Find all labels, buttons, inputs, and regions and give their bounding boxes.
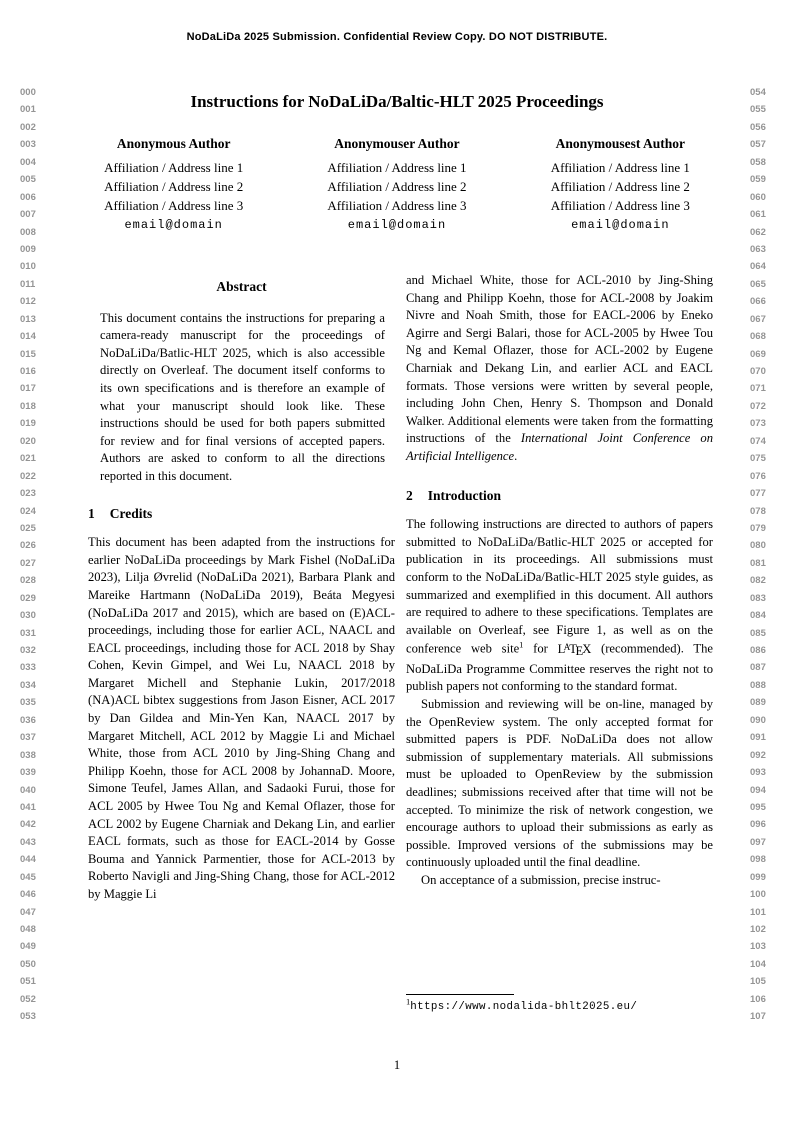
line-number: 042 bbox=[20, 819, 36, 831]
line-number: 002 bbox=[20, 121, 36, 133]
line-number: 090 bbox=[750, 714, 766, 726]
line-number: 061 bbox=[750, 209, 766, 221]
line-numbers-left bbox=[20, 84, 48, 1026]
line-number: 078 bbox=[750, 505, 766, 517]
line-number: 083 bbox=[750, 592, 766, 604]
line-number: 005 bbox=[20, 174, 36, 186]
author-affiliation-line: Affiliation / Address line 2 bbox=[550, 178, 690, 194]
line-number: 059 bbox=[750, 174, 766, 186]
line-number: 028 bbox=[20, 575, 36, 587]
line-number: 004 bbox=[20, 156, 36, 168]
line-number: 053 bbox=[20, 1011, 36, 1023]
line-number: 087 bbox=[750, 662, 766, 674]
line-number: 068 bbox=[750, 331, 766, 343]
author-2 bbox=[285, 136, 508, 232]
author-3 bbox=[509, 136, 732, 232]
line-number: 016 bbox=[20, 366, 36, 377]
line-number: 055 bbox=[750, 104, 766, 116]
abstract-heading: Abstract bbox=[216, 279, 267, 294]
confidential-review-banner: NoDaLiDa 2025 Submission. Confidential Review Copy. DO NOT DISTRIBUTE. bbox=[186, 31, 608, 43]
latex-logo bbox=[557, 641, 592, 659]
line-number: 022 bbox=[20, 470, 36, 482]
latex-x: X bbox=[582, 641, 592, 656]
line-number: 037 bbox=[20, 732, 36, 744]
line-number: 058 bbox=[750, 156, 766, 168]
line-number: 096 bbox=[750, 819, 766, 831]
author-name: Anonymouser Author bbox=[334, 136, 460, 151]
line-number: 056 bbox=[750, 121, 766, 133]
line-number: 048 bbox=[20, 924, 36, 935]
author-name: Anonymousest Author bbox=[555, 136, 686, 151]
line-number: 079 bbox=[750, 522, 766, 534]
line-number: 047 bbox=[20, 906, 36, 918]
line-number: 072 bbox=[750, 400, 766, 412]
author-affiliation-line: Affiliation / Address line 1 bbox=[550, 160, 690, 175]
line-number: 069 bbox=[750, 348, 766, 360]
credits-part2-period: . bbox=[514, 448, 518, 463]
line-number: 093 bbox=[750, 767, 766, 779]
author-affiliation-line: Affiliation / Address line 1 bbox=[327, 160, 467, 175]
line-number: 070 bbox=[750, 366, 766, 377]
line-number: 095 bbox=[750, 801, 766, 813]
author-email: email@domain bbox=[347, 218, 447, 233]
line-number: 080 bbox=[750, 540, 766, 552]
credits-part2-text: and Michael White, those for ACL-2010 by Jing-Shing Chang and Philipp Koehn, those for ACL-2008 by Joakim Nivre and Noah Smith, those for EACL-2006 by Eneko Agirre and Sergi Balari, those for ACL-2005 by Hwee Tou Ng and Kemal Oflazer, those for ACL-2002 by Eugene Charniak and Dekang Lin, and earlier ACL and EACL formats. Those versions were written by several people, including John Chen, Henry S. Thompson and Donald Walker. Additional elements were taken from the formatting instructions of the bbox=[406, 273, 713, 446]
credits-paragraph-part2 bbox=[406, 272, 713, 466]
line-number: 103 bbox=[750, 941, 766, 953]
line-number: 063 bbox=[750, 243, 766, 255]
line-numbers-right bbox=[750, 84, 778, 1026]
line-number: 045 bbox=[20, 871, 36, 883]
left-column bbox=[88, 270, 395, 904]
line-number: 031 bbox=[20, 627, 36, 639]
line-number: 035 bbox=[20, 697, 36, 709]
line-number: 107 bbox=[750, 1011, 766, 1023]
page-number: 1 bbox=[393, 1058, 401, 1072]
intro-p1-text-a: The following instructions are directed to authors of papers submitted to NoDaLiDa/Batlic-HLT 2025 or accepted for publication in its proceedings. All submissions must conform to the NoDaLiDa/Batlic-HLT 2025 style guides, as summarized and exemplified in this document. All authors are required to adhere to these specifications. Templates are available on Overleaf, see Figure 1, as well as on the conference web site bbox=[406, 517, 713, 656]
intro-paragraph-3: On acceptance of a submission, precise instruc- bbox=[421, 873, 661, 887]
line-number: 011 bbox=[20, 278, 36, 290]
line-number: 041 bbox=[20, 801, 36, 813]
author-email: email@domain bbox=[571, 218, 670, 233]
line-number: 077 bbox=[750, 488, 766, 500]
line-number: 094 bbox=[750, 784, 766, 796]
line-number: 039 bbox=[20, 767, 36, 779]
line-number: 052 bbox=[20, 993, 36, 1005]
footnote-block bbox=[406, 994, 713, 1013]
intro-paragraph-1 bbox=[406, 516, 713, 696]
line-number: 085 bbox=[750, 627, 766, 639]
author-email: email@domain bbox=[124, 218, 223, 233]
line-number: 033 bbox=[20, 662, 36, 674]
line-number: 051 bbox=[20, 976, 36, 988]
latex-e: E bbox=[575, 644, 584, 659]
line-number: 062 bbox=[750, 226, 766, 238]
line-number: 008 bbox=[20, 226, 36, 238]
line-number: 066 bbox=[750, 296, 766, 308]
line-number: 030 bbox=[20, 610, 36, 622]
footnote-line bbox=[406, 996, 713, 1013]
line-number: 032 bbox=[20, 645, 36, 656]
line-number: 105 bbox=[750, 976, 766, 988]
line-number: 086 bbox=[750, 645, 766, 656]
author-1 bbox=[62, 136, 285, 232]
footnote-rule bbox=[406, 994, 514, 995]
line-number: 003 bbox=[20, 139, 36, 151]
intro-p1-text-c: (recommended). The NoDaLiDa Programme Committee reserves the right not to publish papers not conforming to the standard format. bbox=[406, 641, 713, 694]
author-affiliation-line: Affiliation / Address line 3 bbox=[550, 197, 690, 213]
line-number: 099 bbox=[750, 871, 766, 883]
author-affiliation-line: Affiliation / Address line 1 bbox=[104, 160, 244, 175]
line-number: 025 bbox=[20, 522, 36, 534]
line-number: 014 bbox=[20, 331, 36, 343]
line-number: 075 bbox=[750, 453, 766, 465]
author-affiliation-line: Affiliation / Address line 2 bbox=[104, 178, 244, 194]
line-number: 060 bbox=[750, 191, 766, 203]
section-number: 1 bbox=[88, 505, 95, 521]
intro-paragraph-2: Submission and reviewing will be on-line, managed by the OpenReview system. The only accepted format for submitted papers is PDF. NoDaLiDa does not allow submission of supplementary materials. All submissions must be uploaded to OpenReview by the submission deadlines; submissions received after that time will not be accepted. To minimize the risk of network congestion, we encourage authors to upload their submissions as early as possible. Improved versions of the submissions may be continuously uploaded until the final deadline. bbox=[406, 697, 713, 870]
section-title: Introduction bbox=[427, 487, 502, 503]
line-number: 000 bbox=[20, 87, 36, 98]
line-number: 029 bbox=[20, 592, 36, 604]
line-number: 020 bbox=[20, 435, 36, 447]
line-number: 057 bbox=[750, 139, 766, 151]
line-number: 054 bbox=[750, 87, 766, 98]
line-number: 009 bbox=[20, 243, 36, 255]
latex-a: A bbox=[563, 642, 571, 653]
line-number: 073 bbox=[750, 418, 766, 430]
line-number: 015 bbox=[20, 348, 36, 360]
line-number: 065 bbox=[750, 278, 766, 290]
section-heading-credits bbox=[88, 505, 395, 523]
author-affiliation-line: Affiliation / Address line 2 bbox=[327, 178, 467, 194]
footnote-url-link[interactable]: https://www.nodalida-bhlt2025.eu/ bbox=[410, 1001, 638, 1013]
line-number: 104 bbox=[750, 958, 766, 970]
line-number: 050 bbox=[20, 958, 36, 970]
line-number: 038 bbox=[20, 749, 36, 761]
right-column bbox=[406, 272, 713, 890]
line-number: 017 bbox=[20, 383, 36, 395]
line-number: 064 bbox=[750, 261, 766, 273]
line-number: 019 bbox=[20, 418, 36, 430]
credits-paragraph-part1: This document has been adapted from the instructions for earlier NoDaLiDa proceedings by Mark Fishel (NoDaLiDa 2023), Lilja Øvrelid (NoDaLiDa 2021), Barbara Plank and Mareike Hartmann (NoDaLiDa 2019), Beáta Megyesi (NoDaLiDa 2017 and 2015), which are based on (E)ACL-proceedings, including those for earlier ACL, NAACL and EACL proceedings, including those for ACL 2018 by Shay Cohen, Kevin Gimpel, and Wei Lu, NAACL 2018 by Margaret Michell and Stephanie Lukin, 2017/2018 (NA)ACL bibtex suggestions from Jason Eisner, ACL 2017 by Dan Gildea and Min-Yen Kan, NAACL 2017 by Margaret Mitchell, ACL 2012 by Maggie Li and Michael White, those from ACL 2010 by Jing-Shing Chang and Philipp Koehn, those for ACL 2008 by JohannaD. Moore, Simone Teufel, James Allan, and Sadaoki Furui, those for ACL 2005 by Hwee Tou Ng and Kemal Oflazer, those for ACL 2002 by Eugene Charniak and Dekang Lin, and earlier EACL formats, such as those for EACL-2014 by Gosse Bouma and Yannick Parmentier, those for ACL-2013 by Roberto Navigli and Jing-Shing Chang, those for ACL-2012 by Maggie Li bbox=[88, 535, 395, 901]
latex-t: T bbox=[569, 641, 577, 656]
line-number: 049 bbox=[20, 941, 36, 953]
line-number: 001 bbox=[20, 104, 36, 116]
section-title: Credits bbox=[109, 505, 153, 521]
journal-name-italic: International Joint Conference on Artificial Intelligence bbox=[406, 431, 714, 463]
line-number: 023 bbox=[20, 488, 36, 500]
line-number: 036 bbox=[20, 714, 36, 726]
line-number: 074 bbox=[750, 435, 766, 447]
line-number: 018 bbox=[20, 400, 36, 412]
author-block bbox=[62, 136, 732, 232]
line-number: 088 bbox=[750, 679, 766, 691]
line-number: 101 bbox=[750, 906, 766, 918]
line-number: 076 bbox=[750, 470, 766, 482]
intro-p1-text-b: for bbox=[523, 641, 558, 656]
line-number: 098 bbox=[750, 854, 766, 866]
line-number: 084 bbox=[750, 610, 766, 622]
author-name: Anonymous Author bbox=[116, 136, 231, 151]
line-number: 091 bbox=[750, 732, 766, 744]
line-number: 102 bbox=[750, 924, 766, 935]
author-affiliation-line: Affiliation / Address line 3 bbox=[327, 197, 467, 213]
line-number: 071 bbox=[750, 383, 766, 395]
line-number: 034 bbox=[20, 679, 36, 691]
line-number: 040 bbox=[20, 784, 36, 796]
page-title: Instructions for NoDaLiDa/Baltic-HLT 2025 Proceedings bbox=[190, 92, 604, 111]
line-number: 100 bbox=[750, 889, 766, 901]
line-number: 081 bbox=[750, 557, 766, 569]
line-number: 006 bbox=[20, 191, 36, 203]
line-number: 097 bbox=[750, 836, 766, 848]
line-number: 024 bbox=[20, 505, 36, 517]
line-number: 027 bbox=[20, 557, 36, 569]
latex-l: L bbox=[557, 641, 566, 656]
line-number: 043 bbox=[20, 836, 36, 848]
line-number: 010 bbox=[20, 261, 36, 273]
line-number: 026 bbox=[20, 540, 36, 552]
line-number: 106 bbox=[750, 993, 766, 1005]
line-number: 046 bbox=[20, 889, 36, 901]
footnote-marker: 1 bbox=[406, 996, 411, 1007]
line-number: 013 bbox=[20, 313, 36, 325]
line-number: 007 bbox=[20, 209, 36, 221]
section-heading-introduction bbox=[406, 487, 713, 505]
line-number: 067 bbox=[750, 313, 766, 325]
line-number: 021 bbox=[20, 453, 36, 465]
abstract-text: This document contains the instructions for preparing a camera-ready manuscript for the proceedings of NoDaLiDa/Batlic-HLT 2025, which is also accessible directly on Overleaf. The document itself conforms to its own specifications and is therefore an example of what your manuscript should look like. These instructions should be used for both papers submitted for review and for final versions of accepted papers. Authors are asked to conform to all the directions reported in this document. bbox=[100, 310, 385, 483]
footnote-marker-inline: 1 bbox=[519, 639, 524, 650]
section-number: 2 bbox=[406, 487, 413, 503]
line-number: 082 bbox=[750, 575, 766, 587]
author-affiliation-line: Affiliation / Address line 3 bbox=[104, 197, 244, 213]
line-number: 092 bbox=[750, 749, 766, 761]
line-number: 089 bbox=[750, 697, 766, 709]
line-number: 044 bbox=[20, 854, 36, 866]
line-number: 012 bbox=[20, 296, 36, 308]
